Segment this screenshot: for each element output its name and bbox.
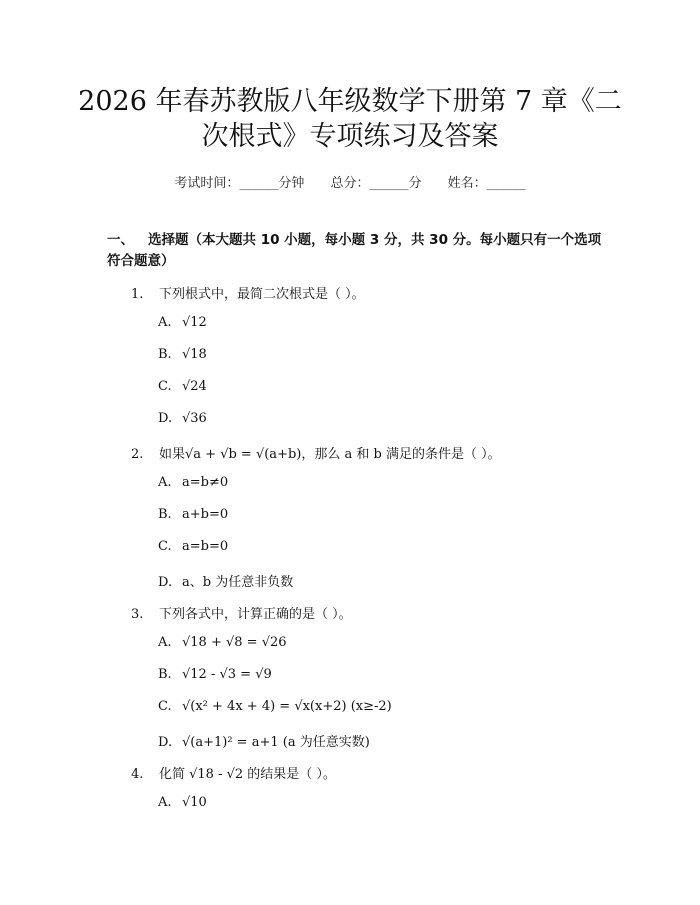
total-score: 总分：______分 — [330, 176, 422, 191]
question-1 — [131, 283, 365, 302]
option-label: A. — [158, 795, 172, 810]
section-heading — [107, 230, 607, 272]
option-1d — [158, 411, 207, 426]
option-text: √18 + √8 = √26 — [182, 635, 287, 650]
option-3c — [158, 699, 392, 714]
question-text: 下列根式中，最简二次根式是（ ）。 — [159, 287, 365, 302]
option-2a — [158, 475, 228, 490]
question-number: 1. — [131, 287, 144, 302]
option-label: D. — [158, 575, 173, 590]
option-2d — [158, 571, 293, 590]
question-text: 化简 √18 - √2 的结果是（ ）。 — [159, 767, 336, 782]
section-number: 一、 — [107, 232, 134, 248]
option-label: D. — [158, 735, 173, 750]
question-2 — [131, 443, 501, 462]
option-text: √36 — [182, 411, 207, 426]
option-text: √(a+1)² = a+1 (a 为任意实数) — [182, 735, 370, 750]
option-text: a+b=0 — [182, 507, 229, 522]
option-text: √10 — [182, 795, 207, 810]
question-text: 下列各式中，计算正确的是（ ）。 — [159, 607, 352, 622]
option-1b — [158, 347, 207, 362]
option-3d — [158, 731, 370, 750]
question-3 — [131, 603, 352, 622]
option-1a — [158, 315, 207, 330]
option-text: a=b≠0 — [182, 475, 229, 490]
option-label: A. — [158, 635, 172, 650]
option-text: √(x² + 4x + 4) = √x(x+2) (x≥-2) — [182, 699, 392, 714]
option-text: a=b=0 — [182, 539, 229, 554]
option-text: √12 — [182, 315, 207, 330]
option-text: a、b 为任意非负数 — [182, 575, 294, 590]
option-label: C. — [158, 379, 172, 394]
option-4a — [158, 795, 207, 810]
question-4 — [131, 763, 336, 782]
option-label: B. — [158, 507, 172, 522]
option-text: √18 — [182, 347, 207, 362]
title-line-1: 2026 年春苏教版八年级数学下册第 7 章《二 — [78, 86, 622, 117]
option-2c — [158, 539, 228, 554]
exam-meta — [0, 172, 700, 191]
question-number: 4. — [131, 767, 144, 782]
question-number: 2. — [131, 447, 144, 462]
section-text: 选择题（本大题共 10 小题，每小题 3 分，共 30 分。每小题只有一个选项符合题意） — [107, 232, 602, 269]
option-text: √24 — [182, 379, 207, 394]
option-3a — [158, 635, 287, 650]
option-label: B. — [158, 667, 172, 682]
option-label: B. — [158, 347, 172, 362]
option-1c — [158, 379, 207, 394]
title-line-2: 次根式》专项练习及答案 — [201, 121, 499, 152]
option-2b — [158, 507, 228, 522]
exam-time: 考试时间：______分钟 — [174, 176, 305, 191]
student-name: 姓名：______ — [447, 176, 526, 191]
option-label: D. — [158, 411, 173, 426]
question-number: 3. — [131, 607, 144, 622]
option-label: C. — [158, 539, 172, 554]
question-text: 如果√a + √b = √(a+b)，那么 a 和 b 满足的条件是（ ）。 — [159, 447, 501, 462]
option-label: A. — [158, 315, 172, 330]
option-3b — [158, 667, 272, 682]
option-text: √12 - √3 = √9 — [182, 667, 272, 682]
option-label: C. — [158, 699, 172, 714]
option-label: A. — [158, 475, 172, 490]
